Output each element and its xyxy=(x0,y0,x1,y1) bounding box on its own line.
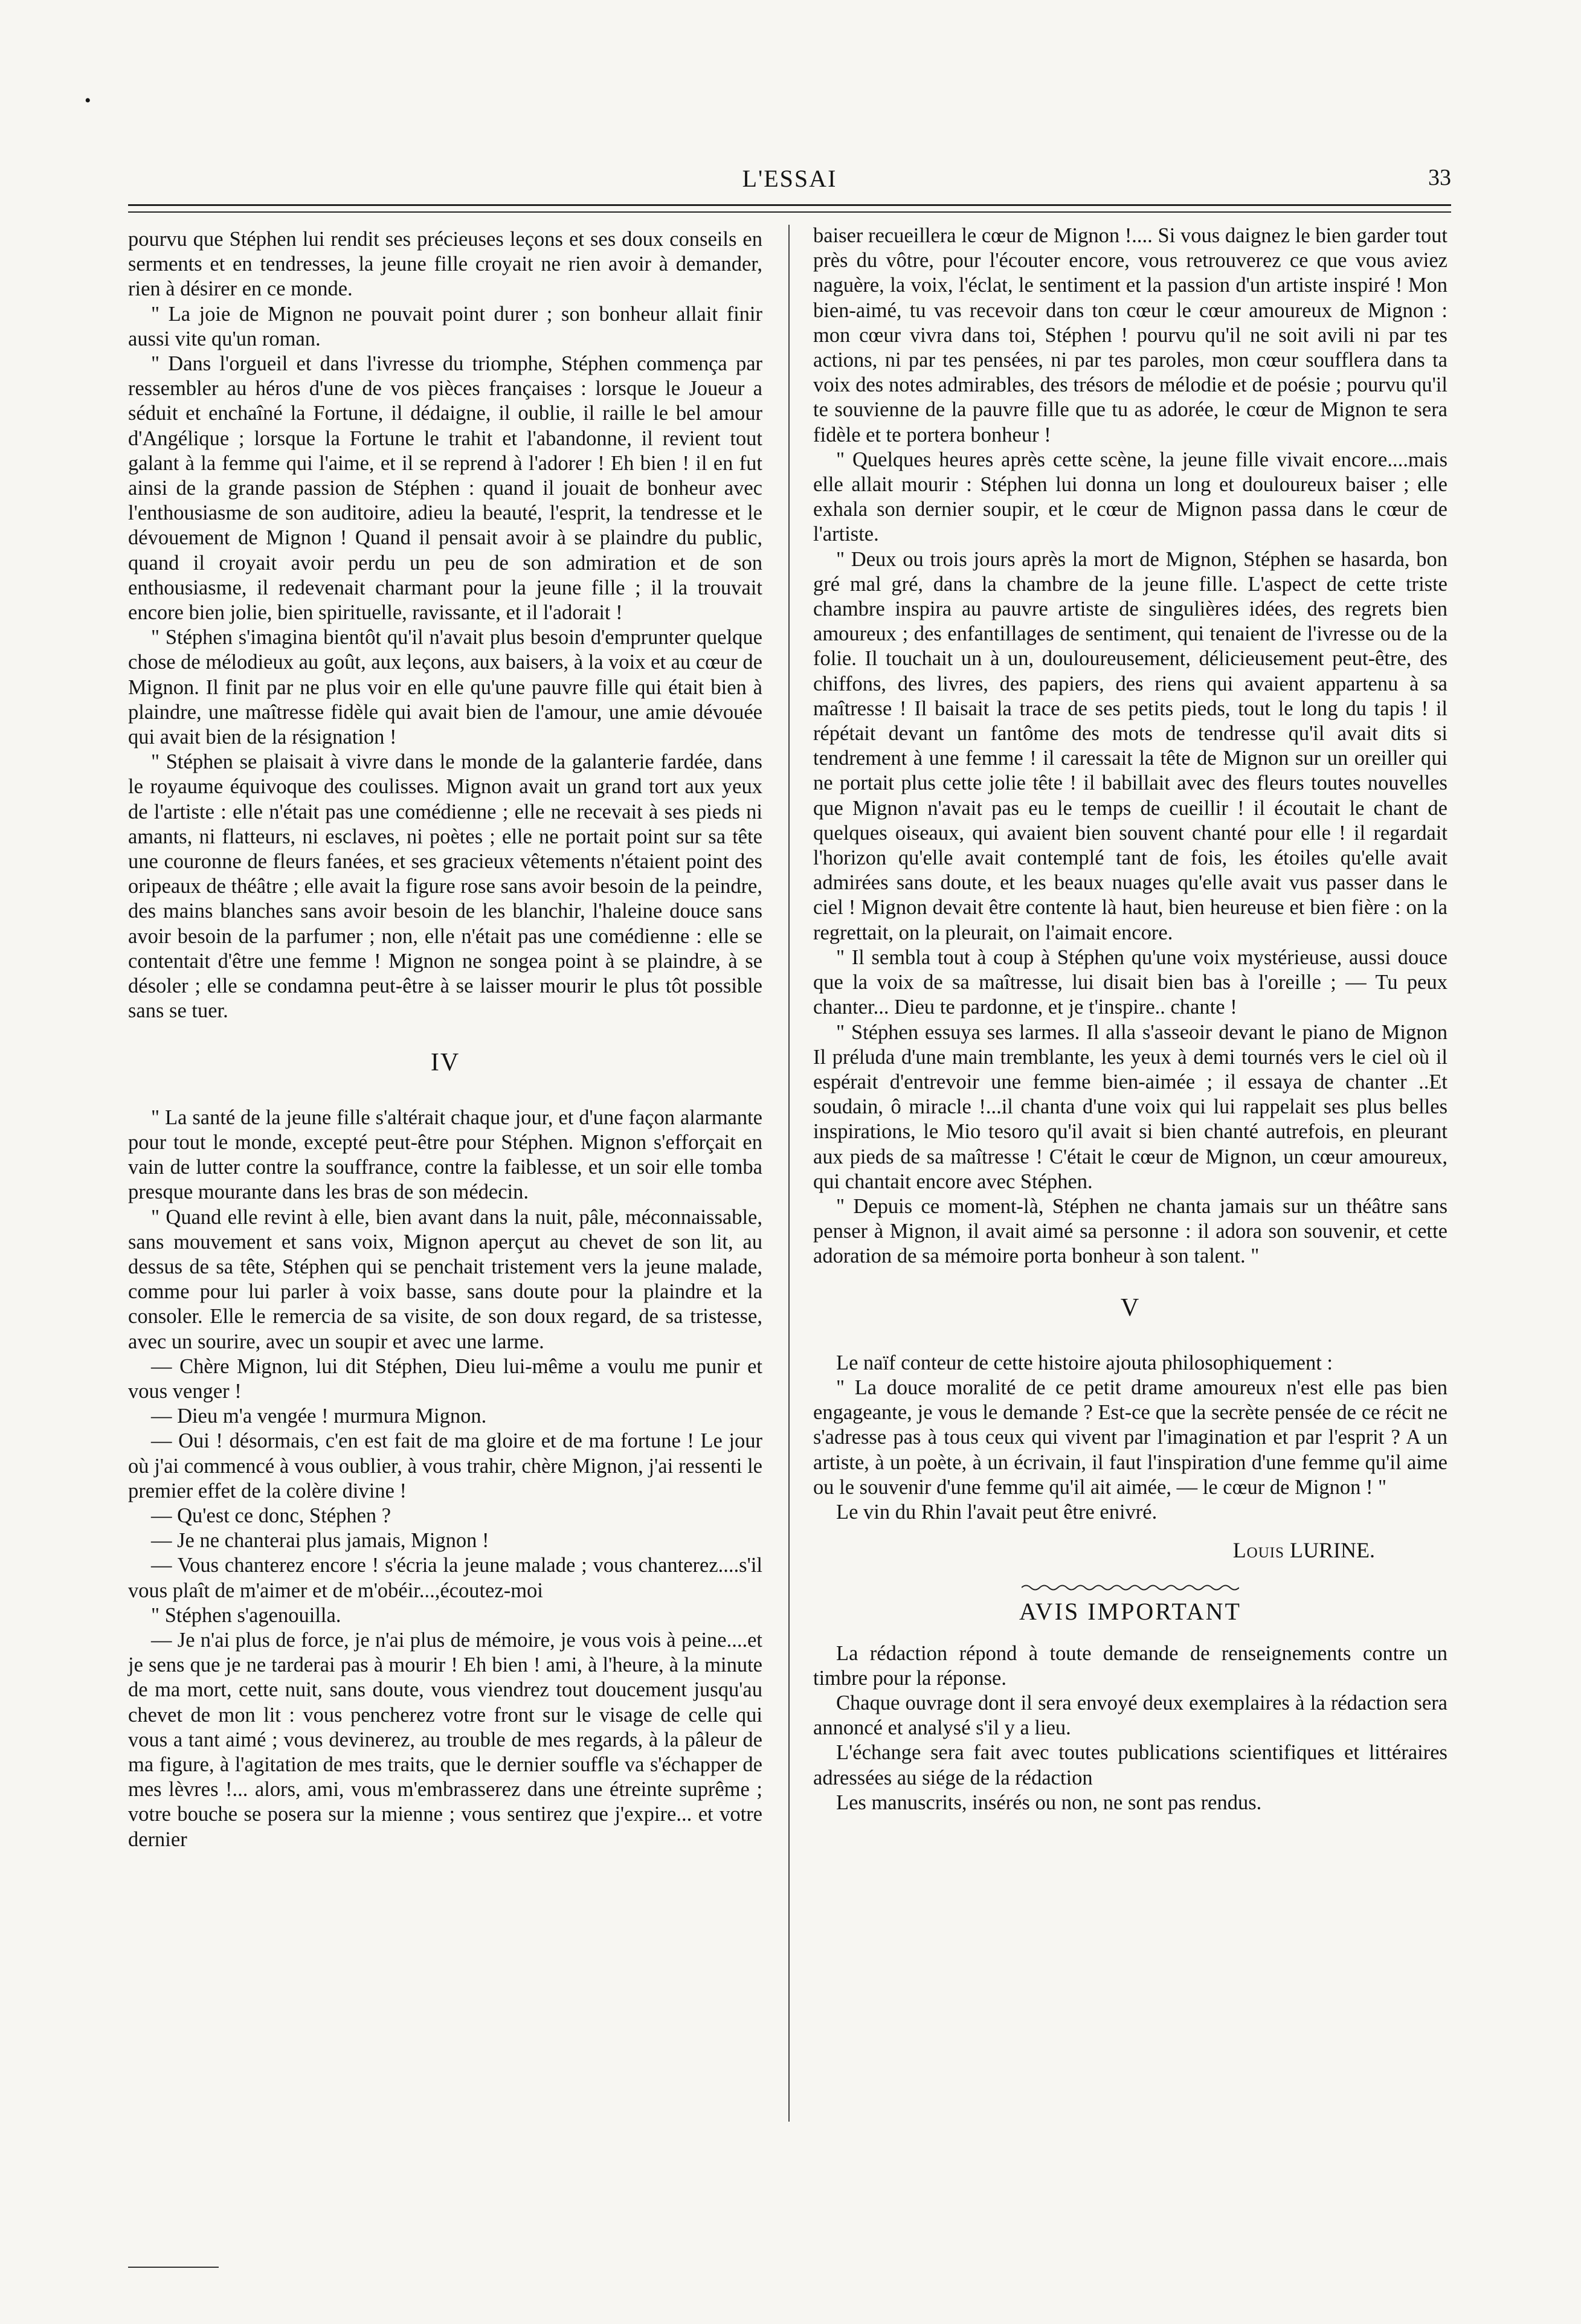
page-number: 33 xyxy=(1428,165,1451,190)
section-heading-v: V xyxy=(1120,1293,1141,1322)
notice-item: Chaque ouvrage dont il sera envoyé deux exemplaires à la rédaction sera annoncé et analysé s'il y a lieu. xyxy=(813,1691,1447,1740)
paragraph: Le vin du Rhin l'avait peut être enivré. xyxy=(836,1500,1158,1524)
paragraph: " La douce moralité de ce petit drame amoureux n'est elle pas bien engageante, je vous le demande ? Est-ce que la secrète pensée de ce récit ne s'adresse pas à tous ceux qui vivent par l'imagination et par l'esprit ? A un artiste, à un poète, à un écrivain, il faut l'inspiration d'une femme qu'il aime ou le souvenir d'une femme qu'il ait aimée, — le cœur de Mignon ! " xyxy=(813,1376,1447,1499)
journal-title: L'ESSAI xyxy=(742,165,837,192)
dialogue-line: — Je ne chanterai plus jamais, Mignon ! xyxy=(151,1529,489,1553)
wavy-divider xyxy=(1022,1583,1239,1592)
paragraph: " Quand elle revint à elle, bien avant dans la nuit, pâle, méconnaissable, sans mouvement et sans voix, Mignon aperçut au chevet de son lit, au dessus de sa tête, Stéphen qui se penchait tristement vers la jeune malade, comme pour lui parler à voix basse, sans doute pour la plaindre et la consoler. Elle le remercia de sa visite, de son doux regard, de sa tristesse, avec un sourire, avec un soupir et avec une larme. xyxy=(128,1205,762,1353)
left-column xyxy=(128,227,762,1852)
paragraph: " Quelques heures après cette scène, la jeune fille vivait encore....mais elle allait mourir : Stéphen lui donna un long et douloureux baiser ; elle exhala son dernier soupir, et le cœur de Mignon passa dans le cœur de l'artiste. xyxy=(813,448,1447,546)
paragraph: pourvu que Stéphen lui rendit ses précieuses leçons et ses doux conseils en serments et en tendresses, la jeune fille croyait ne rien avoir à demander, rien à désirer en ce monde. xyxy=(128,228,762,301)
dialogue-line: — Dieu m'a vengée ! murmura Mignon. xyxy=(151,1405,487,1428)
paragraph: " Stéphen se plaisait à vivre dans le monde de la galanterie fardée, dans le royaume équivoque des coulisses. Mignon avait un grand tort aux yeux de l'artiste : elle n'était pas une comédienne ; elle ne recevait à ses pieds ni amants, ni flatteurs, ni esclaves, ni poètes ; elle ne portait point sur sa tête une couronne de fleurs fanées, et ses gracieux vêtements n'étaient point des oripeaux de théâtre ; elle avait la figure rose sans avoir besoin de la peindre, des mains blanches sans avoir besoin de les blanchir, l'haleine douce sans avoir besoin de la parfumer ; non, elle n'était pas une comédienne : elle se contentait d'être une femme ! Mignon ne songea point à se plaindre, à se désoler ; elle se condamna peut-être à se laisser mourir le plus tôt possible sans se tuer. xyxy=(128,750,762,1023)
paragraph: " Stéphen essuya ses larmes. Il alla s'asseoir devant le piano de Mignon Il préluda d'une main tremblante, les yeux à demi tournés vers le ciel où il espérait d'entrevoir une femme bien-aimée ; il essaya de chanter ..Et soudain, ô miracle !...il chanta d'une voix qui lui rappelait ses plus belles inspirations, le Mio tesoro qu'il avait si bien chanté autrefois, en pleurant aux pieds de sa maîtresse ! C'était le cœur de Mignon, un cœur amoureux, qui chantait encore avec Stéphen. xyxy=(813,1020,1447,1193)
bottom-rule xyxy=(128,2267,219,2268)
notice-item: Les manuscrits, insérés ou non, ne sont pas rendus. xyxy=(836,1791,1262,1814)
paragraph: " La santé de la jeune fille s'altérait chaque jour, et d'une façon alarmante pour tout le monde, excepté peut-être pour Stéphen. Mignon s'efforçait en vain de lutter contre la souffrance, contre la faiblesse, et un soir elle tomba presque mourante dans les bras de son médecin. xyxy=(128,1106,762,1204)
author-last-name: LURINE. xyxy=(1290,1538,1375,1563)
paragraph: Le naïf conteur de cette histoire ajouta philosophiquement : xyxy=(836,1351,1333,1374)
page-header xyxy=(128,164,1451,201)
paragraph: " Il sembla tout à coup à Stéphen qu'une voix mystérieuse, aussi douce que la voix de sa maîtresse, lui disait bien bas à l'oreille ; — Tu peux chanter... Dieu te pardonne, et je t'inspire.. chante ! xyxy=(813,945,1447,1019)
dialogue-line: — Vous chanterez encore ! s'écria la jeune malade ; vous chanterez....s'il vous plaît de m'aimer et de m'obéir...,écoutez-moi xyxy=(128,1554,762,1602)
column-divider xyxy=(788,225,790,2122)
paragraph: " Stéphen s'imagina bientôt qu'il n'avait plus besoin d'emprunter quelque chose de mélodieux au goût, aux leçons, aux baisers, à la voix et au cœur de Mignon. Il finit par ne plus voir en elle qu'une pauvre fille qui était bien à plaindre, une maîtresse fidèle qui avait bien de l'amour, une amie dévouée qui avait bien de la résignation ! xyxy=(128,626,762,749)
paragraph: " Stéphen s'agenouilla. xyxy=(151,1603,341,1627)
paragraph: " Depuis ce moment-là, Stéphen ne chanta jamais sur un théâtre sans penser à Mignon, il avait aimé sa personne : il adora son souvenir, et cette adoration de sa mémoire porta bonheur à son talent. " xyxy=(813,1194,1447,1268)
notice-item: La rédaction répond à toute demande de renseignements contre un timbre pour la réponse. xyxy=(813,1641,1447,1690)
paragraph: baiser recueillera le cœur de Mignon !.... Si vous daignez le bien garder tout près du vôtre, pour l'écouter encore, vous retrouverez ce que vous aviez naguère, la voix, l'éclat, le sentiment et la passion d'un artiste inspiré ! Mon bien-aimé, tu vas recevoir dans ton cœur le cœur amoureux de Mignon : mon cœur vivra dans toi, Stéphen ! pourvu qu'il ne soit avili ni par tes actions, ni par tes pensées, ni par tes paroles, mon cœur soufflera dans ta voix des notes admirables, des trésors de mélodie et de poésie ; pourvu qu'il te souvienne de la pauvre fille que tu as adorée, le cœur de Mignon te sera fidèle et te portera bonheur ! xyxy=(813,224,1447,446)
notice-title: AVIS IMPORTANT xyxy=(1019,1598,1241,1626)
dialogue-line: — Qu'est ce donc, Stéphen ? xyxy=(151,1504,391,1527)
dialogue-line: — Chère Mignon, lui dit Stéphen, Dieu lui-même a voulu me punir et vous venger ! xyxy=(128,1354,762,1403)
notice-item: L'échange sera fait avec toutes publications scientifiques et littéraires adressées au siége de la rédaction xyxy=(813,1741,1447,1789)
dialogue-line: — Je n'ai plus de force, je n'ai plus de mémoire, je vous vois à peine....et je sens que je ne tarderai pas à mourir ! Eh bien ! ami, à l'heure, à la minute de ma mort, cette nuit, sans doute, vous viendrez tout doucement jusqu'au chevet de mon lit : vous pencherez votre front sur le visage de celle qui vous a tant aimé ; vous devinerez, au trouble de mes regards, à la pâleur de ma figure, à l'agitation de mes traits, que le dernier souffle va s'échapper de mes lèvres !... alors, ami, vous m'embrasserez dans une étreinte suprême ; votre bouche se posera sur la mienne ; vous sentirez que j'expire... et votre dernier xyxy=(128,1628,762,1851)
paragraph: " Deux ou trois jours après la mort de Mignon, Stéphen se hasarda, bon gré mal gré, dans la chambre de la jeune fille. L'aspect de cette triste chambre inspira au pauvre artiste de singulières idées, des regrets bien amoureux ; des enfantillages de sentiment, qui tenaient de l'ivresse ou de la folie. Il touchait un à un, douloureusement, délicieusement peut-être, des chiffons, des livres, des papiers, des riens qui avaient appartenu à sa maîtresse ! Il baisait la trace de ses petits pieds, tout le long du tapis ! il répétait devant un fantôme des mots de tendresse qu'il avait dits si tendrement à une femme ! il caressait la tête de Mignon sur un oreiller qui ne portait plus cette jolie tête ! il babillait avec des fleurs toutes nouvelles que Mignon n'avait pas eu le temps de cueillir ! il écoutait le chant de quelques oiseaux, qui avaient bien souvent chanté pour elle ! il regardait l'horizon qu'elle avait contemplé tant de fois, les étoiles qu'elle avait admirées sans doute, et les beaux nuages qu'elle avait vus passer dans le ciel ! Mignon devait être contente là haut, bien heureuse et bien fière : on la regrettait, on la pleurait, on l'aimait encore. xyxy=(813,547,1447,944)
header-rule-thin xyxy=(128,211,1451,213)
header-rule-thick xyxy=(128,204,1451,206)
author-first-name: Louis xyxy=(1232,1538,1285,1563)
paragraph: " La joie de Mignon ne pouvait point durer ; son bonheur allait finir aussi vite qu'un roman. xyxy=(128,302,762,350)
dialogue-line: — Oui ! désormais, c'en est fait de ma gloire et de ma fortune ! Le jour où j'ai commencé à vous oublier, à vous trahir, chère Mignon, j'ai ressenti le premier effet de la colère divine ! xyxy=(128,1429,762,1502)
author-signature xyxy=(813,1538,1375,1563)
section-heading-iv: IV xyxy=(430,1048,460,1077)
speck-mark: • xyxy=(85,91,91,111)
right-column xyxy=(813,224,1447,1815)
paragraph: " Dans l'orgueil et dans l'ivresse du triomphe, Stéphen commença par ressembler au héros d'une de vos pièces françaises : lorsque le Joueur a séduit et enchaîné la Fortune, il dédaigne, il oublie, il raille le bel amour d'Angélique ; lorsque la Fortune le trahit et l'abandonne, il revient tout galant à la femme qui l'aime, et il se reprend à l'adorer ! Eh bien ! il en fut ainsi de la grande passion de Stéphen : quand il jouait de bonheur avec l'enthousiasme de son auditoire, adieu la beauté, l'esprit, la tendresse et le dévouement de Mignon ! Quand il pensait avoir à se plaindre du public, quand il croyait avoir perdu un peu de son admiration et de son enthousiasme, il redevenait charmant pour la jeune fille ; il la trouvait encore bien jolie, bien spirituelle, ravissante, et il l'adorait ! xyxy=(128,352,762,625)
